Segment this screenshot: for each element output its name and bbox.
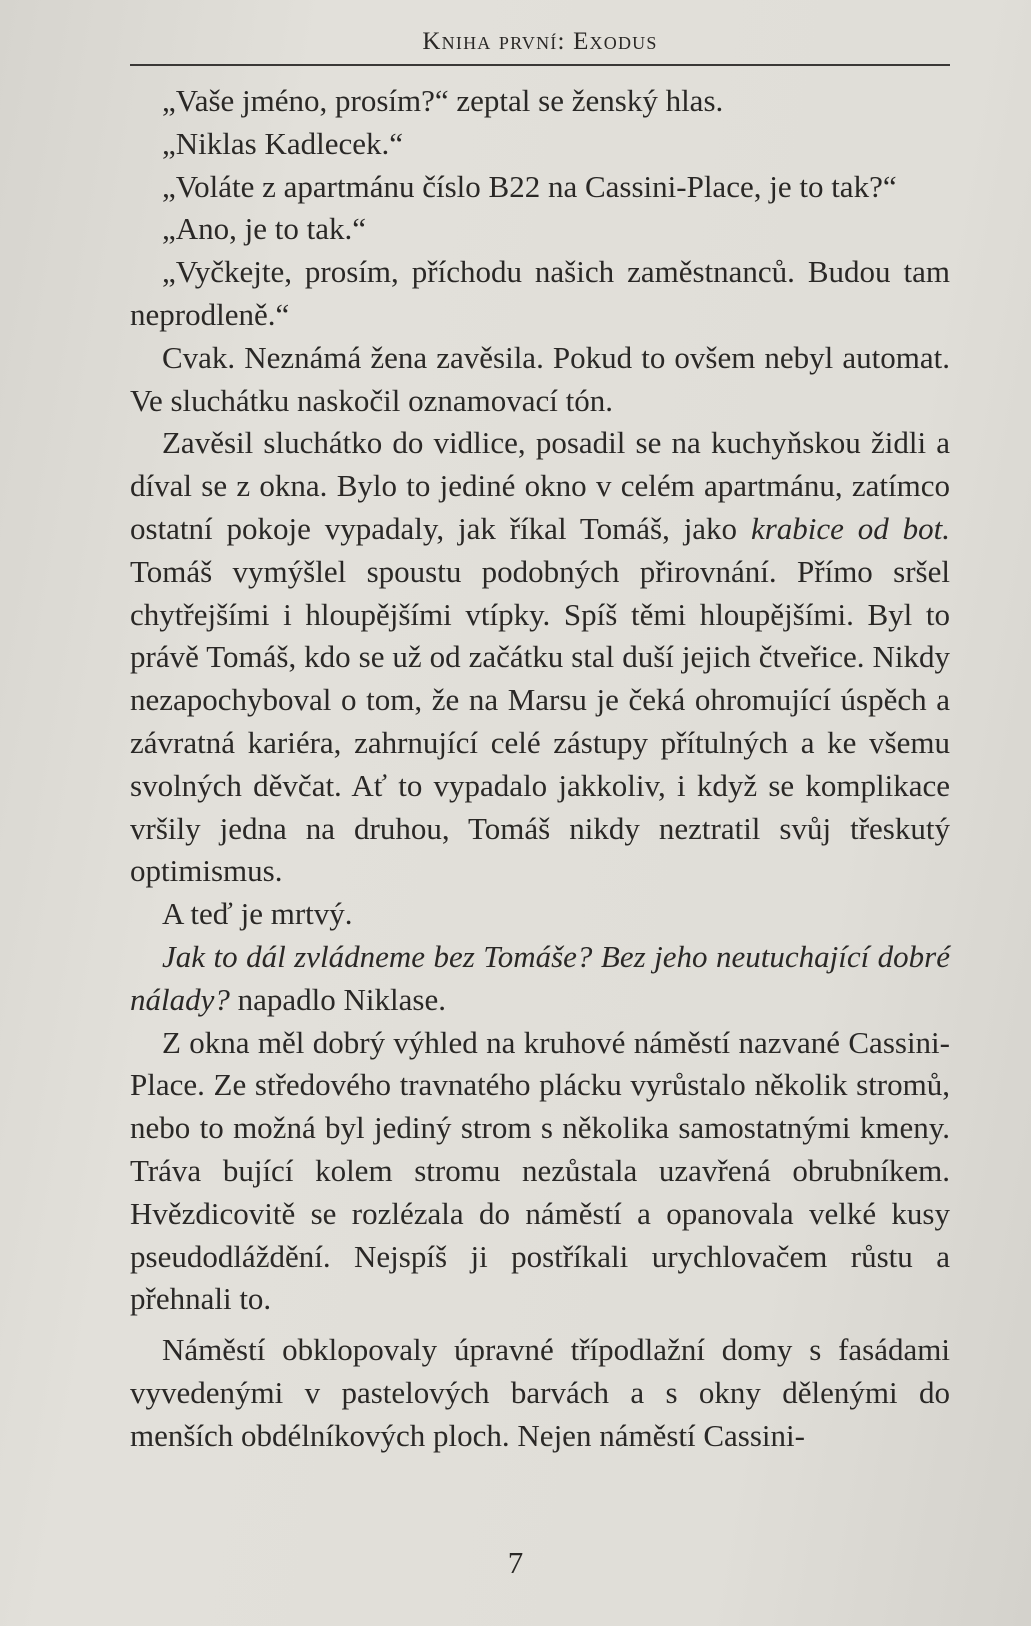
paragraph xyxy=(130,1329,950,1457)
paragraph xyxy=(130,893,950,936)
text-run: „Vyčkejte, prosím, příchodu našich zaměstnanců. Budou tam neprodleně.“ xyxy=(130,254,950,332)
body-text xyxy=(130,80,950,1458)
header-rule xyxy=(130,64,950,66)
text-run: „Vaše jméno, prosím?“ zeptal se ženský hlas. xyxy=(162,83,724,118)
paragraph xyxy=(130,123,950,166)
text-run: „Ano, je to tak.“ xyxy=(162,211,367,247)
running-head: Kniha první: Exodus xyxy=(422,28,658,55)
italic-run: krabice od bot. xyxy=(750,510,950,546)
page-number: 7 xyxy=(507,1545,524,1580)
text-run: „Voláte z apartmánu číslo B22 na Cassini-Place, je to tak?“ xyxy=(162,168,897,204)
paragraph xyxy=(130,80,950,123)
text-run: A teď je mrtvý. xyxy=(162,896,353,932)
text-run: Z okna měl dobrý výhled na kruhové náměstí nazvané Cassini-Place. Ze středového travnatého plácku vyrůstalo několik stromů, nebo to možná byl jediný strom s několika samostatnými kmeny. Tráva bující kolem stromu nezůstala uzavřená obrubníkem. Hvězdicovitě se rozlézala do náměstí a opanovala velké kusy pseudodláždění. Nejspíš ji postříkali urychlovačem růstu a přehnali to. xyxy=(130,1024,950,1317)
paragraph xyxy=(130,337,950,423)
paragraph xyxy=(130,251,950,337)
text-run: Zavěsil sluchátko do vidlice, posadil se na kuchyňskou židli a díval se z okna. Bylo to jediné okno v celém apartmánu, zatímco ostatní pokoje vypadaly, jak říkal Tomáš, jako xyxy=(130,425,950,546)
text-run: Cvak. Neznámá žena zavěsila. Pokud to ovšem nebyl automat. Ve sluchátku naskočil oznamovací tón. xyxy=(130,339,950,418)
text-run: Tomáš vymýšlel spoustu podobných přirovnání. Přímo sršel chytřejšími i hloupějšími vtípky. Spíš těmi hloupějšími. Byl to právě Tomáš, kdo se už od začátku stal duší jejich čtveřice. Nikdy nezapochyboval o tom, že na Marsu je čeká ohromující úspěch a závratná kariéra, zahrnující celé zástupy přítulných a ke všemu svolných děvčat. Ať to vypadalo jakkoliv, i když se komplikace vršily jedna na druhou, Tomáš nikdy neztratil svůj třeskutý optimismus. xyxy=(130,553,950,889)
paragraph xyxy=(130,208,950,251)
text-run: Náměstí obklopovaly úpravné třípodlažní domy s fasádami vyvedenými v pastelových barvách a s okny dělenými do menších obdélníkových ploch. Nejen náměstí Cassini- xyxy=(130,1332,950,1453)
paragraph xyxy=(130,936,950,1022)
text-run: „Niklas Kadlecek.“ xyxy=(162,125,403,161)
italic-run: Jak to dál zvládneme bez Tomáše? Bez jeho neutuchající dobré nálady? xyxy=(130,938,950,1017)
text-run: napadlo Niklase. xyxy=(229,981,446,1017)
paragraph xyxy=(130,1022,950,1322)
paragraph xyxy=(130,166,950,209)
paragraph xyxy=(130,422,950,893)
